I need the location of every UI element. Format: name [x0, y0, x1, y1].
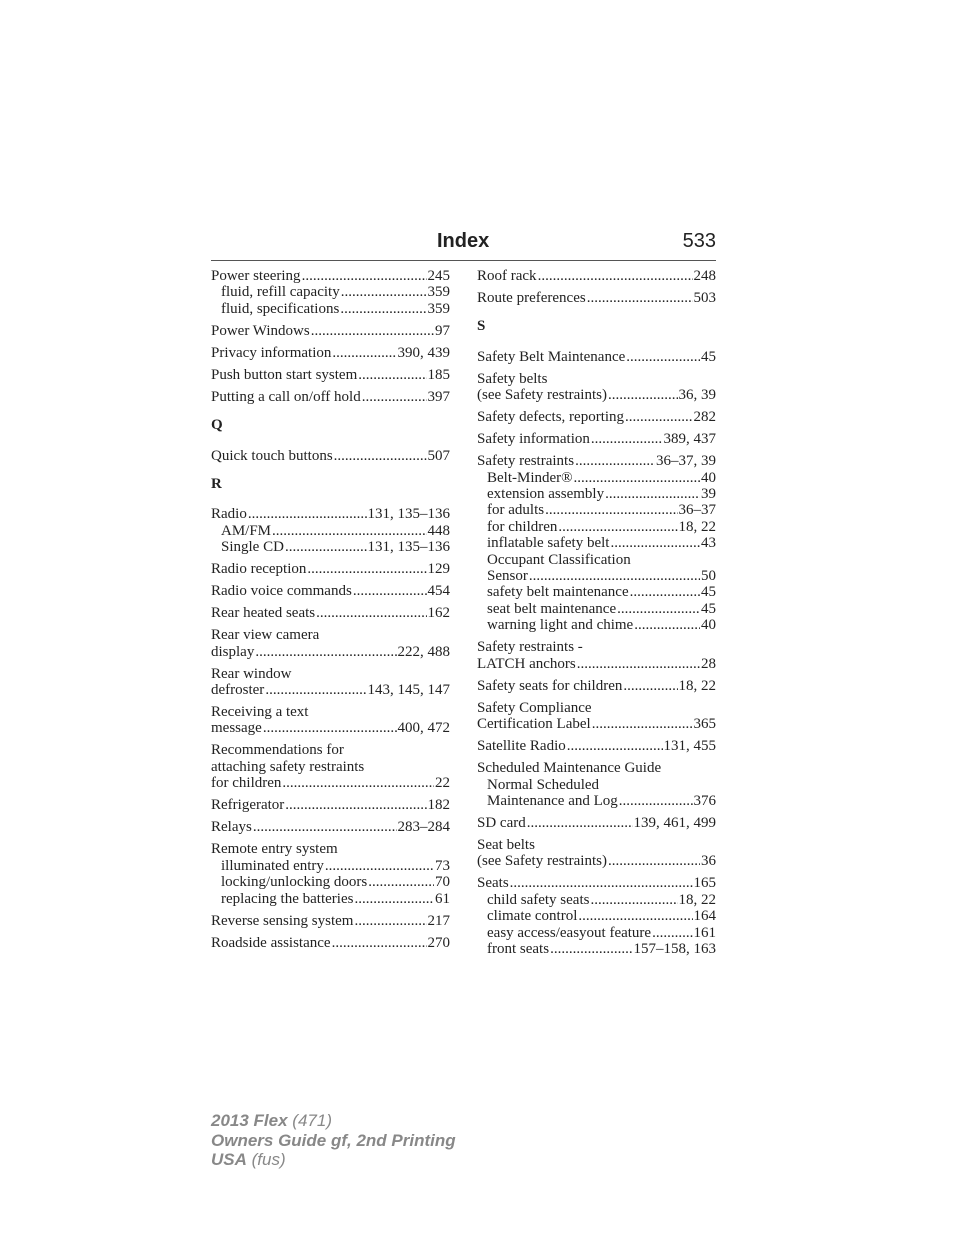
index-term: Occupant Classification — [487, 551, 631, 568]
index-entry — [477, 268, 716, 284]
index-entry-line — [211, 841, 450, 857]
page-reference[interactable]: 365 — [693, 716, 716, 733]
index-subentry-line — [211, 523, 450, 539]
dot-leader — [263, 720, 397, 736]
dot-leader — [307, 561, 426, 577]
index-term: front seats — [487, 940, 550, 957]
index-term: Normal Scheduled — [487, 776, 600, 793]
index-term: illuminated entry — [221, 857, 324, 874]
dot-leader — [625, 409, 692, 425]
page-reference[interactable]: 143, 145, 147 — [367, 682, 450, 699]
page-reference[interactable]: 36–37, 39 — [656, 453, 716, 470]
dot-leader — [623, 678, 677, 694]
page-reference[interactable]: 245 — [427, 268, 450, 284]
index-term: Belt-Minder® — [487, 469, 573, 486]
dot-leader — [282, 775, 434, 791]
index-entry-line — [211, 797, 450, 813]
page-reference[interactable]: 18, 22 — [678, 891, 716, 908]
page-reference[interactable]: 45 — [701, 348, 716, 365]
index-entry-line — [477, 409, 716, 425]
page-reference[interactable]: 503 — [693, 290, 716, 306]
index-term: Safety restraints — [477, 453, 575, 470]
index-subentry-line — [477, 502, 716, 518]
page-reference[interactable]: 39 — [701, 486, 716, 503]
index-term: Maintenance and Log — [487, 792, 618, 809]
index-term: Radio voice commands — [211, 583, 352, 600]
index-entry — [477, 431, 716, 447]
index-term: Quick touch buttons — [211, 447, 333, 464]
dot-leader — [302, 268, 427, 284]
index-entry — [477, 639, 716, 672]
index-term: Reverse sensing system — [211, 912, 354, 929]
dot-leader — [353, 583, 427, 599]
index-entry-line — [211, 913, 450, 929]
index-entry-line — [211, 759, 450, 775]
index-term: Seat belts — [477, 836, 535, 853]
index-term: Sensor — [487, 568, 528, 585]
index-term: for adults — [487, 502, 545, 519]
index-subentry-line — [477, 941, 716, 957]
index-entry — [477, 837, 716, 870]
index-entry-line — [211, 627, 450, 643]
footer-edition: Owners Guide gf, 2nd Printing — [211, 1130, 456, 1150]
page-reference[interactable]: 282 — [693, 409, 716, 426]
page-reference[interactable]: 36, 39 — [678, 387, 716, 404]
index-term: Power steering — [211, 268, 301, 284]
dot-leader — [608, 387, 678, 403]
page-reference[interactable]: 162 — [427, 605, 450, 622]
index-term: SD card — [477, 814, 526, 831]
page-reference[interactable]: 157–158, 163 — [633, 940, 716, 957]
page-reference[interactable]: 376 — [693, 792, 716, 809]
index-term: extension assembly — [487, 486, 605, 503]
page-reference[interactable]: 73 — [435, 857, 450, 874]
index-entry-line — [477, 853, 716, 869]
index-term: Relays — [211, 819, 252, 836]
dot-leader — [538, 268, 693, 284]
page-reference[interactable]: 131, 135–136 — [367, 539, 450, 556]
index-term: Rear view camera — [211, 627, 320, 644]
index-subentry-line — [477, 584, 716, 600]
index-term: LATCH anchors — [477, 655, 576, 672]
index-term: Safety defects, reporting — [477, 409, 625, 426]
index-subentry-line — [477, 892, 716, 908]
dot-leader — [610, 535, 700, 551]
page-reference[interactable]: 131, 135–136 — [367, 506, 450, 523]
page-reference[interactable]: 45 — [701, 584, 716, 601]
index-subentry-line — [211, 891, 450, 907]
index-term: for children — [211, 775, 282, 792]
index-entry-line — [477, 875, 716, 891]
dot-leader — [341, 284, 427, 300]
index-subentry-line — [477, 617, 716, 633]
index-entry — [211, 841, 450, 907]
index-entry-line — [477, 678, 716, 694]
index-term: (see Safety restraints) — [477, 387, 607, 404]
dot-leader — [545, 502, 677, 518]
index-column-right — [477, 268, 716, 963]
index-entry — [211, 345, 450, 361]
index-entry-line — [211, 935, 450, 951]
page-reference[interactable]: 43 — [701, 535, 716, 552]
index-entry-line — [211, 506, 450, 522]
dot-leader — [529, 568, 700, 584]
dot-leader — [362, 389, 427, 405]
index-term: attaching safety restraints — [211, 758, 365, 775]
page-reference[interactable]: 222, 488 — [397, 643, 450, 660]
index-entry — [477, 349, 716, 365]
page-reference[interactable]: 389, 437 — [663, 431, 716, 448]
index-subentry-line — [477, 552, 716, 568]
index-subentry-line — [211, 539, 450, 555]
index-entry-line — [477, 815, 716, 831]
index-entry — [477, 453, 716, 633]
index-entry-line — [477, 371, 716, 387]
dot-leader — [253, 819, 397, 835]
index-term: Remote entry system — [211, 841, 338, 858]
index-term: Roadside assistance — [211, 934, 331, 951]
index-entry-line — [211, 448, 450, 464]
page-reference[interactable]: 70 — [435, 874, 450, 891]
index-entry — [477, 409, 716, 425]
page-reference[interactable]: 454 — [427, 583, 450, 600]
dot-leader — [285, 539, 367, 555]
dot-leader — [590, 892, 677, 908]
index-letter-heading: Q — [211, 417, 223, 434]
dot-leader — [332, 935, 427, 951]
dot-leader — [617, 601, 700, 617]
index-term: locking/unlocking doors — [221, 874, 368, 891]
index-term: Refrigerator — [211, 797, 285, 814]
page-reference[interactable]: 390, 439 — [397, 344, 450, 361]
dot-leader — [558, 519, 677, 535]
page-header — [211, 228, 716, 261]
page-reference[interactable]: 50 — [701, 568, 716, 585]
footer-line-1 — [211, 1111, 456, 1131]
index-entry-line — [211, 367, 450, 383]
index-entry-line — [211, 323, 450, 339]
index-term: Seats — [477, 875, 509, 892]
dot-leader — [265, 682, 366, 698]
page-reference[interactable]: 40 — [701, 617, 716, 634]
index-term: Putting a call on/off hold — [211, 388, 361, 405]
index-column-left — [211, 268, 450, 957]
index-entry-line — [211, 345, 450, 361]
page-reference[interactable]: 18, 22 — [678, 677, 716, 694]
index-subentry-line — [211, 301, 450, 317]
page-reference[interactable]: 397 — [427, 388, 450, 405]
index-entry — [211, 561, 450, 577]
page-title: Index — [437, 230, 490, 252]
page-number: 533 — [682, 230, 716, 252]
footer-code: (471) — [292, 1111, 332, 1130]
dot-leader — [325, 858, 434, 874]
page-reference[interactable]: 97 — [435, 322, 450, 339]
index-term: child safety seats — [487, 891, 590, 908]
index-entry — [211, 323, 450, 339]
page-reference[interactable]: 45 — [701, 600, 716, 617]
dot-leader — [354, 913, 426, 929]
footer — [211, 1111, 456, 1170]
index-term: Rear window — [211, 665, 292, 682]
index-term: Privacy information — [211, 344, 332, 361]
dot-leader — [652, 925, 692, 941]
dot-leader — [619, 793, 693, 809]
index-entry — [211, 819, 450, 835]
index-term: Safety seats for children — [477, 677, 623, 694]
page-reference[interactable]: 36–37 — [678, 502, 716, 519]
index-term: (see Safety restraints) — [477, 853, 607, 870]
dot-leader — [272, 523, 426, 539]
index-subentry-line — [477, 925, 716, 941]
dot-leader — [626, 349, 700, 365]
dot-leader — [334, 448, 427, 464]
dot-leader — [634, 617, 700, 633]
dot-leader — [578, 908, 692, 924]
index-entry — [211, 605, 450, 621]
page-reference[interactable]: 22 — [435, 775, 450, 792]
index-entry-line — [477, 431, 716, 447]
dot-leader — [248, 506, 367, 522]
index-subentry-line — [477, 908, 716, 924]
index-entry — [211, 506, 450, 555]
index-letter-heading: R — [211, 476, 222, 493]
page-reference[interactable]: 185 — [427, 366, 450, 383]
dot-leader — [592, 716, 693, 732]
index-entry — [211, 448, 450, 464]
index-subentry-line — [477, 470, 716, 486]
dot-leader — [358, 367, 426, 383]
index-entry — [211, 797, 450, 813]
index-subentry-line — [211, 858, 450, 874]
dot-leader — [550, 941, 632, 957]
index-entry-line — [211, 704, 450, 720]
index-term: Radio — [211, 506, 247, 523]
index-entry — [211, 666, 450, 699]
index-subentry-line — [477, 568, 716, 584]
index-entry-line — [477, 349, 716, 365]
index-term: Certification Label — [477, 716, 591, 733]
dot-leader — [316, 605, 426, 621]
index-entry — [211, 268, 450, 317]
index-entry-line — [211, 742, 450, 758]
dot-leader — [587, 290, 693, 306]
index-subentry-line — [477, 793, 716, 809]
dot-leader — [340, 301, 426, 317]
index-entry-line — [477, 290, 716, 306]
page-reference[interactable]: 270 — [427, 934, 450, 951]
index-entry-line — [477, 837, 716, 853]
index-entry-line — [211, 720, 450, 736]
index-term: climate control — [487, 908, 578, 925]
index-entry — [211, 913, 450, 929]
page-reference[interactable]: 359 — [427, 300, 450, 317]
dot-leader — [567, 738, 663, 754]
index-entry — [211, 627, 450, 660]
dot-leader — [510, 875, 693, 891]
index-entry-line — [477, 453, 716, 469]
dot-leader — [575, 453, 655, 469]
index-entry-line — [211, 605, 450, 621]
index-term: Recommendations for — [211, 742, 344, 759]
dot-leader — [605, 486, 700, 502]
dot-leader — [630, 584, 700, 600]
index-term: Safety information — [477, 431, 590, 448]
index-entry-line — [211, 561, 450, 577]
index-entry-line — [211, 389, 450, 405]
index-term: Route preferences — [477, 290, 586, 306]
index-term: Satellite Radio — [477, 738, 566, 755]
index-entry — [211, 367, 450, 383]
page-reference[interactable]: 359 — [427, 284, 450, 301]
index-subentry-line — [477, 519, 716, 535]
dot-leader — [591, 431, 663, 447]
page-reference[interactable]: 217 — [427, 912, 450, 929]
footer-line-2 — [211, 1131, 456, 1151]
page-reference[interactable]: 28 — [701, 655, 716, 672]
index-entry — [477, 875, 716, 957]
index-term: Receiving a text — [211, 704, 309, 721]
index-subentry-line — [477, 777, 716, 793]
dot-leader — [608, 853, 700, 869]
index-term: easy access/easyout feature — [487, 924, 652, 941]
index-term: Safety restraints - — [477, 639, 583, 656]
index-entry-line — [211, 583, 450, 599]
index-entry-line — [477, 268, 716, 284]
index-term: display — [211, 643, 255, 660]
dot-leader — [574, 470, 700, 486]
page-reference[interactable]: 129 — [427, 561, 450, 578]
index-subentry-line — [477, 601, 716, 617]
index-term: message — [211, 720, 262, 737]
index-entry — [477, 738, 716, 754]
page-reference[interactable]: 36 — [701, 853, 716, 870]
footer-region-code: (fus) — [251, 1150, 286, 1169]
page-reference[interactable]: 131, 455 — [663, 738, 716, 755]
index-entry — [211, 583, 450, 599]
index-entry-line — [211, 666, 450, 682]
index-entry — [477, 700, 716, 733]
index-term: Scheduled Maintenance Guide — [477, 760, 662, 777]
index-term: defroster — [211, 682, 265, 699]
index-entry-line — [477, 760, 716, 776]
dot-leader — [255, 644, 396, 660]
index-entry-line — [211, 775, 450, 791]
index-subentry-line — [211, 284, 450, 300]
page-reference[interactable]: 507 — [427, 447, 450, 464]
index-term: Roof rack — [477, 268, 537, 284]
index-term: replacing the batteries — [221, 890, 354, 907]
index-term: Push button start system — [211, 366, 358, 383]
index-term: safety belt maintenance — [487, 584, 629, 601]
index-term: Power Windows — [211, 322, 310, 339]
index-term: Single CD — [221, 539, 284, 556]
page-reference[interactable]: 164 — [693, 908, 716, 925]
footer-line-3 — [211, 1150, 456, 1170]
index-entry-line — [477, 738, 716, 754]
index-entry — [477, 371, 716, 404]
index-term: seat belt maintenance — [487, 600, 617, 617]
index-entry — [211, 704, 450, 737]
dot-leader — [285, 797, 426, 813]
dot-leader — [332, 345, 396, 361]
page-reference[interactable]: 182 — [427, 797, 450, 814]
dot-leader — [311, 323, 434, 339]
index-subentry-line — [477, 486, 716, 502]
index-subentry-line — [477, 535, 716, 551]
page-reference[interactable]: 61 — [435, 890, 450, 907]
index-entry-line — [211, 644, 450, 660]
footer-model: 2013 Flex — [211, 1111, 288, 1130]
page-reference[interactable]: 161 — [693, 924, 716, 941]
page-reference[interactable]: 139, 461, 499 — [633, 814, 716, 831]
dot-leader — [527, 815, 633, 831]
page-reference[interactable]: 40 — [701, 469, 716, 486]
index-entry — [477, 290, 716, 306]
page-reference[interactable]: 165 — [693, 875, 716, 892]
index-term: inflatable safety belt — [487, 535, 610, 552]
dot-leader — [368, 874, 434, 890]
index-entry-line — [477, 639, 716, 655]
page-reference[interactable]: 400, 472 — [397, 720, 450, 737]
index-entry-line — [211, 268, 450, 284]
page-reference[interactable]: 448 — [427, 522, 450, 539]
index-term: warning light and chime — [487, 617, 634, 634]
index-term: Safety Compliance — [477, 699, 592, 716]
index-entry-line — [211, 682, 450, 698]
index-entry-line — [477, 387, 716, 403]
footer-region: USA — [211, 1150, 247, 1169]
page-reference[interactable]: 18, 22 — [678, 518, 716, 535]
index-term: AM/FM — [221, 522, 272, 539]
index-term: Safety Belt Maintenance — [477, 348, 626, 365]
index-entry — [477, 678, 716, 694]
index-term: fluid, refill capacity — [221, 284, 340, 301]
index-term: fluid, specifications — [221, 300, 340, 317]
index-term: Safety belts — [477, 370, 548, 387]
index-entry — [477, 815, 716, 831]
page-reference[interactable]: 248 — [693, 268, 716, 284]
index-subentry-line — [211, 874, 450, 890]
index-term: for children — [487, 518, 558, 535]
index-entry — [477, 760, 716, 809]
index-entry — [211, 389, 450, 405]
index-entry — [211, 935, 450, 951]
index-term: Rear heated seats — [211, 605, 316, 622]
index-term: Radio reception — [211, 561, 307, 578]
index-entry — [211, 742, 450, 791]
index-entry-line — [477, 700, 716, 716]
dot-leader — [577, 656, 700, 672]
dot-leader — [354, 891, 434, 907]
index-entry-line — [477, 716, 716, 732]
page-reference[interactable]: 283–284 — [397, 819, 450, 836]
index-letter-heading: S — [477, 318, 486, 335]
index-entry-line — [477, 656, 716, 672]
index-entry-line — [211, 819, 450, 835]
